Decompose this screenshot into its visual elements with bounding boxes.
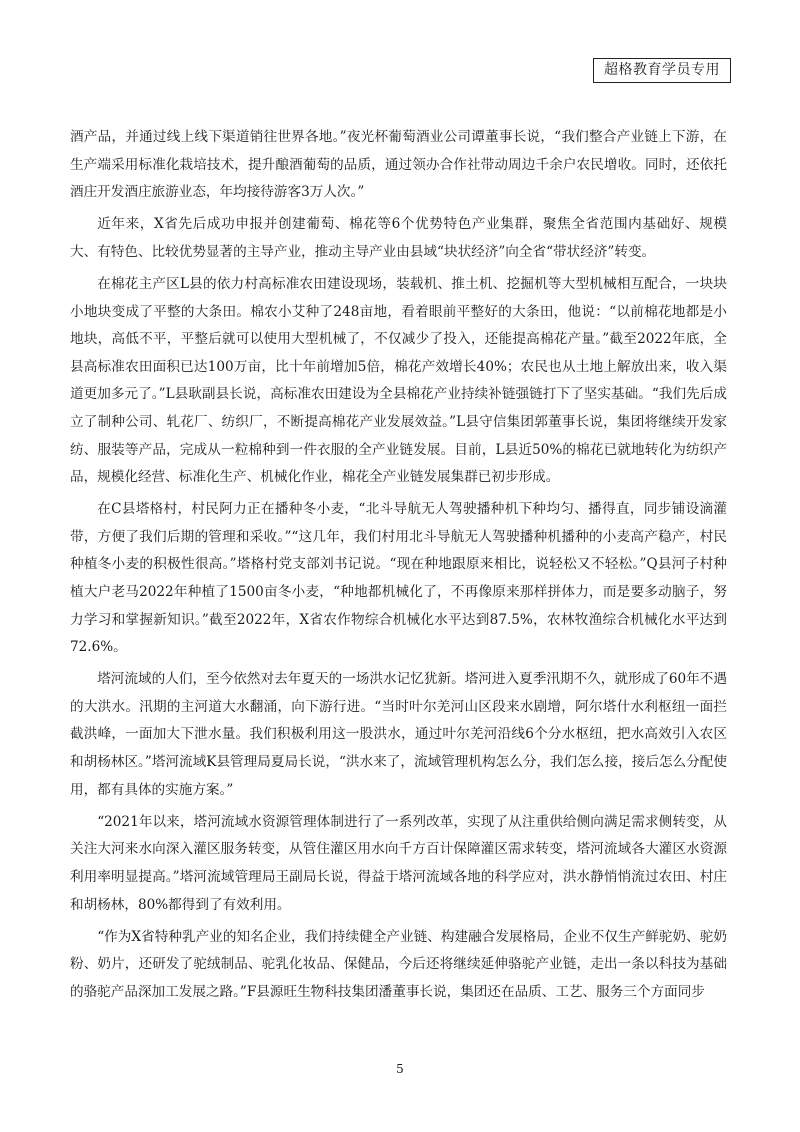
page-number: 5 <box>396 1062 404 1076</box>
header-watermark-label: 超格教育学员专用 <box>593 58 731 83</box>
paragraph: 在C县塔格村，村民阿力正在播种冬小麦，“北斗导航无人驾驶播种机下种均匀、播得直，同步铺设滴灌带，方便了我们后期的管理和采收。”“这几年，我们村用北斗导航无人驾驶播种机播种的小麦高产稳产，村民种植冬小麦的积极性很高。”塔格村党支部刘书记说。“现在种地跟原来相比，说轻松又不轻松。”Q县河子村种植大户老马2022年种植了1500亩冬小麦，“种地都机械化了，不再像原来那样拼体力，而是要多动脑子，努力学习和掌握新知识。”截至2022年，X省农作物综合机械化水平达到87.5%，农林牧渔综合机械化水平达到72.6%。 <box>70 501 727 656</box>
paragraph: 塔河流域的人们，至今依然对去年夏天的一场洪水记忆犹新。塔河进入夏季汛期不久，就形成了60年不遇的大洪水。汛期的主河道大水翻涌，向下游行进。“当时叶尔羌河山区段来水剧增，阿尔塔什水利枢纽一面拦截洪峰，一面加大下泄水量。我们积极利用这一股洪水，通过叶尔羌河沿线6个分水枢纽，把水高效引入农区和胡杨林区。”塔河流域K县管理局夏局长说，“洪水来了，流域管理机构怎么分，我们怎么接，接后怎么分配使用，都有具体的实施方案。” <box>70 671 727 798</box>
paragraph: “2021年以来，塔河流域水资源管理体制进行了一系列改革，实现了从注重供给侧向满足需求侧转变，从关注大河来水向深入灌区服务转变，从管住灌区用水向千方百计保障灌区需求转变，塔河流域各大灌区水资源利用率明显提高。”塔河流域管理局王副局长说，得益于塔河流域各地的科学应对，洪水静悄悄流过农田、村庄和胡杨林，80%都得到了有效利用。 <box>70 813 727 913</box>
paragraph-continuation: 酒产品，并通过线上线下渠道销往世界各地。”夜光杯葡萄酒业公司谭董事长说，“我们整合产业链上下游，在生产端采用标准化栽培技术，提升酿酒葡萄的品质，通过领办合作社带动周边千余户农民增收。同时，还依托酒庄开发酒庄旅游业态，年均接待游客3万人次。” <box>70 129 727 201</box>
paragraph: 近年来，X省先后成功申报并创建葡萄、棉花等6个优势特色产业集群，聚焦全省范围内基础好、规模大、有特色、比较优势显著的主导产业，推动主导产业由县域“块状经济”向全省“带状经济”转变。 <box>70 216 727 260</box>
paragraph: “作为X省特种乳产业的知名企业，我们持续健全产业链、构建融合发展格局，企业不仅生产鲜驼奶、驼奶粉、奶片，还研发了驼绒制品、驼乳化妆品、保健品，今后还将继续延伸骆驼产业链，走出一条以科技为基础的骆驼产品深加工发展之路。”F县源旺生物科技集团潘董事长说，集团还在品质、工艺、服务三个方面同步 <box>70 928 727 1000</box>
document-body <box>70 124 727 1011</box>
paragraph: 在棉花主产区L县的依力村高标准农田建设现场，装载机、推土机、挖掘机等大型机械相互配合，一块块小地块变成了平整的大条田。棉农小艾种了248亩地，看着眼前平整好的大条田，他说：“以前棉花地都是小地块，高低不平，平整后就可以使用大型机械了，不仅减少了投入，还能提高棉花产量。”截至2022年底，全县高标准农田面积已达100万亩，比十年前增加5倍，棉花产效增长40%；农民也从土地上解放出来，收入渠道更加多元了。”L县耿副县长说，高标准农田建设为全县棉花产业持续补链强链打下了坚实基础。“我们先后成立了制种公司、轧花厂、纺织厂，不断提高棉花产业发展效益。”L县守信集团郭董事长说，集团将继续开发家纺、服装等产品，完成从一粒棉种到一件衣服的全产业链发展。目前，L县近50%的棉花已就地转化为纺织产品，规模化经营、标准化生产、机械化作业，棉花全产业链发展集群已初步形成。 <box>70 275 727 486</box>
